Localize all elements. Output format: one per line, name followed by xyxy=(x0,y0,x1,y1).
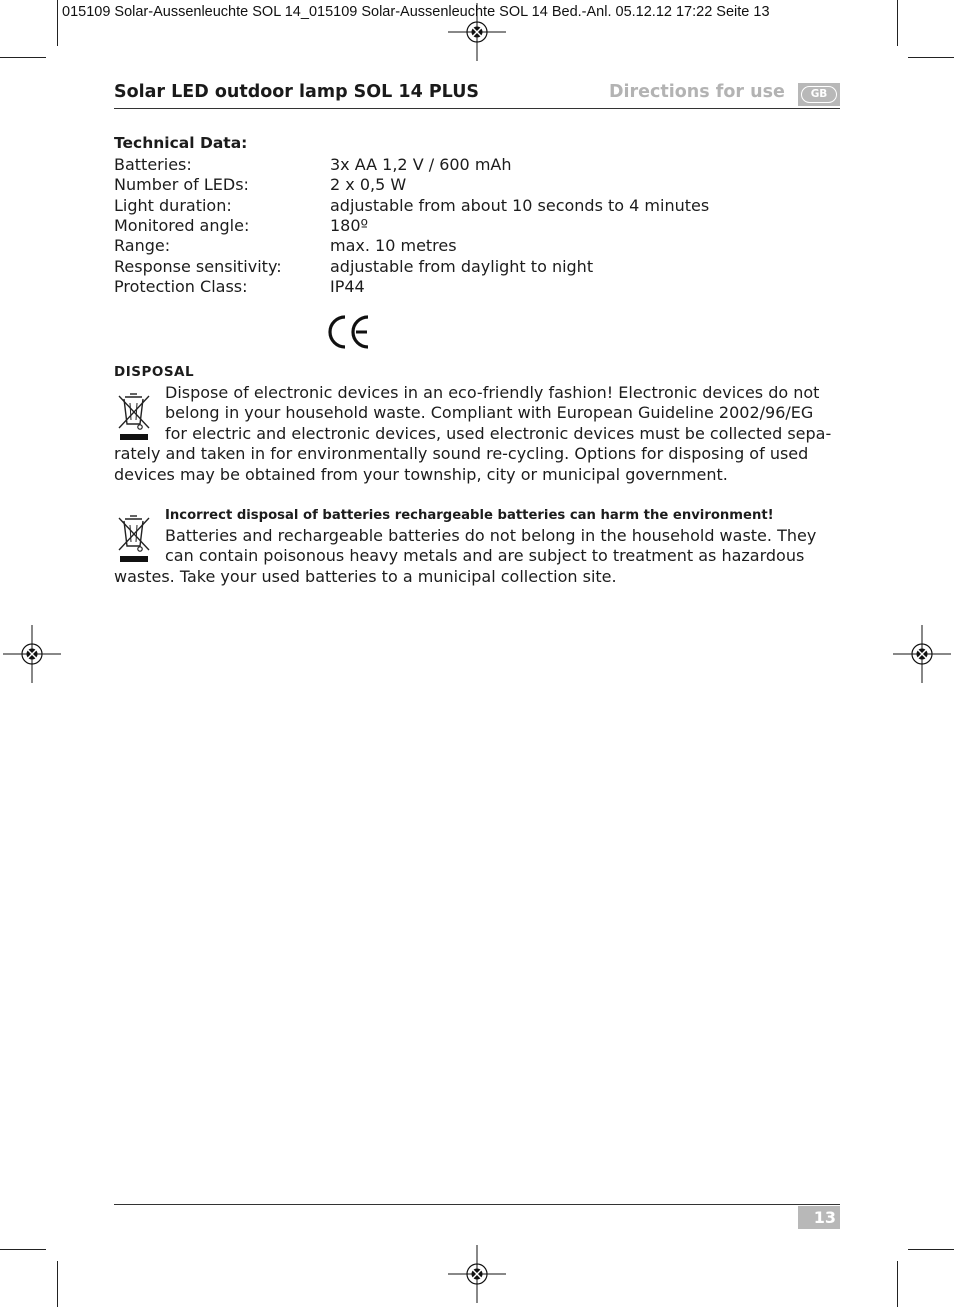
crop-mark xyxy=(897,1261,898,1307)
disposal-text-line: rately and taken in for environmentally sound re-cycling. Options for disposing of used xyxy=(114,444,809,463)
crop-mark xyxy=(897,0,898,46)
battery-text-line: wastes. Take your used batteries to a municipal collection site. xyxy=(114,567,617,586)
disposal-text-line: Dispose of electronic devices in an eco-friendly fashion! Electronic devices do not xyxy=(165,383,820,402)
disposal-text-line: belong in your household waste. Compliant with European Guideline 2002/96/EG xyxy=(165,403,814,422)
battery-text-line: can contain poisonous heavy metals and are subject to treatment as hazardous xyxy=(165,546,805,565)
registration-mark-icon xyxy=(3,625,61,683)
page-title: Solar LED outdoor lamp SOL 14 PLUS xyxy=(114,82,480,102)
crop-mark xyxy=(908,57,954,58)
page-number-badge xyxy=(798,1206,840,1229)
page-number: 13 xyxy=(813,1208,836,1227)
spec-label: Monitored angle: xyxy=(114,216,250,235)
disposal-text-line: for electric and electronic devices, used electronic devices must be collected sepa- xyxy=(165,424,832,443)
spec-label: Range: xyxy=(114,236,171,255)
crossed-out-wheelie-bin-icon xyxy=(115,392,153,442)
crop-mark xyxy=(0,1249,46,1250)
spec-label: Batteries: xyxy=(114,155,192,174)
language-badge xyxy=(798,83,840,106)
spec-value: adjustable from about 10 seconds to 4 minutes xyxy=(330,196,710,215)
battery-text-line: Batteries and rechargeable batteries do not belong in the household waste. They xyxy=(165,526,817,545)
spec-value: 2 x 0,5 W xyxy=(330,175,407,194)
spec-value: adjustable from daylight to night xyxy=(330,257,594,276)
registration-mark-icon xyxy=(448,1245,506,1303)
print-slug: 015109 Solar-Aussenleuchte SOL 14_015109 Solar-Aussenleuchte SOL 14 Bed.-Anl. 05.12.12 17:22 Seite 13 xyxy=(62,4,770,20)
disposal-heading: DISPOSAL xyxy=(114,364,195,380)
battery-warning-heading: Incorrect disposal of batteries rechargeable batteries can harm the environment! xyxy=(165,508,774,523)
crop-mark xyxy=(0,57,46,58)
crop-mark xyxy=(908,1249,954,1250)
registration-mark-icon xyxy=(448,3,506,61)
registration-mark-icon xyxy=(893,625,951,683)
footer-divider xyxy=(114,1204,840,1205)
disposal-text-line: devices may be obtained from your township, city or municipal government. xyxy=(114,465,728,484)
spec-label: Protection Class: xyxy=(114,277,248,296)
language-badge-label: GB xyxy=(801,86,837,103)
header-divider xyxy=(114,108,840,109)
spec-label: Number of LEDs: xyxy=(114,175,249,194)
spec-value: 180º xyxy=(330,216,369,235)
spec-value: 3x AA 1,2 V / 600 mAh xyxy=(330,155,512,174)
spec-value: max. 10 metres xyxy=(330,236,457,255)
section-label: Directions for use xyxy=(609,82,785,102)
spec-label: Light duration: xyxy=(114,196,232,215)
spec-label: Response sensitivity: xyxy=(114,257,282,276)
crossed-out-wheelie-bin-icon xyxy=(115,514,153,564)
crop-mark xyxy=(57,0,58,46)
ce-mark-icon xyxy=(326,314,372,350)
technical-data-heading: Technical Data: xyxy=(114,134,248,152)
crop-mark xyxy=(57,1261,58,1307)
spec-value: IP44 xyxy=(330,277,365,296)
